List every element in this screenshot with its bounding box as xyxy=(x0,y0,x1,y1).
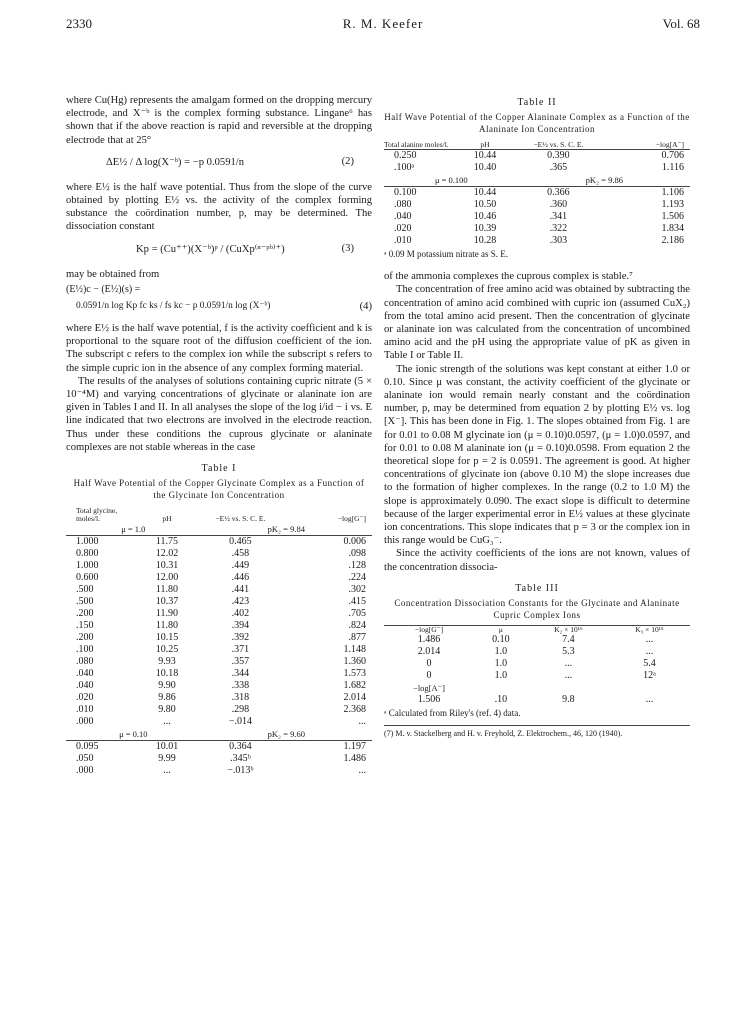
table-cell: 11.75 xyxy=(155,536,179,548)
table-cell: .365 xyxy=(549,162,568,174)
table-cell: .010 xyxy=(76,704,94,716)
table-cell: 1.486 xyxy=(417,634,441,646)
paragraph: where Cu(Hg) represents the amalgam formed on the dropping mercury electrode, and X⁻ᵇ is the complex forming substance. Lingane⁶ has shown that if the above reaction is rapid and reversible at the dropping electrode that at 25° xyxy=(66,95,372,146)
table-cell: .392 xyxy=(231,632,250,644)
table-header-row xyxy=(66,507,372,523)
table-cell: 0.465 xyxy=(229,536,252,548)
table-row xyxy=(66,560,372,572)
table-row xyxy=(384,646,690,658)
table-cell: .402 xyxy=(231,608,250,620)
table-cell: 5.3 xyxy=(562,646,575,658)
table-1-caption: Half Wave Potential of the Copper Glycinate Complex as a Function of the Glycinate Ion Concentration xyxy=(73,478,365,501)
table-cell: 9.80 xyxy=(158,704,176,716)
table-group-row xyxy=(66,728,372,741)
table-cell: .303 xyxy=(549,235,568,247)
ionic-strength-label: μ = 0.100 xyxy=(434,175,468,186)
table-cell: .500 xyxy=(76,584,94,596)
column-header: Total alanine moles/l. xyxy=(384,140,449,150)
table-row xyxy=(384,223,690,235)
table-cell: .318 xyxy=(231,692,250,704)
pk-label: pK₂ = 9.84 xyxy=(267,524,305,535)
column-header: pH xyxy=(162,514,172,524)
table-cell: ... xyxy=(564,658,573,670)
equation-3 xyxy=(66,234,372,268)
table-2-caption: Half Wave Potential of the Copper Alaninate Complex as a Function of the Alaninate Ion Concentration xyxy=(384,112,690,135)
table-cell: .344 xyxy=(231,668,250,680)
table-cell: 1.148 xyxy=(343,644,366,656)
table-cell: 12.02 xyxy=(155,548,179,560)
table-cell: .360 xyxy=(549,199,568,211)
table-cell: 10.28 xyxy=(473,235,497,247)
table-cell: .010 xyxy=(394,235,412,247)
sub-header: −log[A⁻] xyxy=(413,683,445,694)
table-cell: 1.506 xyxy=(661,211,684,223)
table-cell: .200 xyxy=(76,608,94,620)
table-row xyxy=(384,187,690,200)
page-number: 2330 xyxy=(66,16,92,31)
table-cell: .371 xyxy=(231,644,250,656)
table-cell: 1.0 xyxy=(494,670,508,682)
ionic-strength-label: μ = 1.0 xyxy=(121,524,146,535)
table-row xyxy=(384,150,690,163)
table-cell: 1.834 xyxy=(661,223,684,235)
table-cell: 9.99 xyxy=(158,753,176,765)
equation-number: (2) xyxy=(341,155,354,167)
paragraph: Since the activity coefficients of the ions are not known, values of the concentration dissocia- xyxy=(384,548,690,573)
table-2-footnote: ᵃ 0.09 M potassium nitrate as S. E. xyxy=(384,249,508,260)
table-cell: .150 xyxy=(76,620,94,632)
table-cell: 1.193 xyxy=(661,199,684,211)
table-subheader-row xyxy=(384,682,690,694)
table-cell: .415 xyxy=(348,596,366,608)
table-cell: 10.18 xyxy=(155,668,179,680)
table-group-row xyxy=(384,174,690,187)
table-row xyxy=(384,235,690,247)
table-cell: .446 xyxy=(231,572,250,584)
table-cell: 9.8 xyxy=(562,694,575,706)
equation-number: (4) xyxy=(359,301,372,313)
table-cell: 1.0 xyxy=(494,646,508,658)
table-cell: ... xyxy=(645,634,654,646)
page-header xyxy=(66,16,700,46)
table-cell: 1.486 xyxy=(343,753,366,765)
table-cell: .322 xyxy=(549,223,568,235)
table-cell: 0.095 xyxy=(76,741,99,753)
table-1-title: Table I xyxy=(201,463,237,475)
table-cell: .449 xyxy=(231,560,250,572)
table-cell: 10.31 xyxy=(155,560,179,572)
table-group-row xyxy=(66,523,372,536)
table-cell: ... xyxy=(163,716,171,728)
table-cell: .200 xyxy=(76,632,94,644)
table-row xyxy=(66,572,372,584)
table-cell: .040 xyxy=(76,680,94,692)
table-row xyxy=(66,620,372,632)
table-row xyxy=(384,199,690,211)
table-cell: 1.106 xyxy=(661,187,684,199)
table-row xyxy=(66,596,372,608)
table-cell: .705 xyxy=(348,608,366,620)
column-header: −log[A⁻] xyxy=(655,140,684,150)
table-cell: 10.37 xyxy=(155,596,179,608)
table-cell: .050 xyxy=(76,753,94,765)
table-cell: 1.000 xyxy=(76,536,99,548)
table-cell: .394 xyxy=(231,620,250,632)
reference-footnote: (7) M. v. Stackelberg and H. v. Freyhold, Z. Elektrochem., 46, 120 (1940). xyxy=(384,725,690,739)
column-header: K₂ × 10¹⁶ xyxy=(554,625,583,635)
table-row xyxy=(66,632,372,644)
table-cell: 2.014 xyxy=(417,646,441,658)
table-cell: 12ᵃ xyxy=(643,670,656,682)
equation-4 xyxy=(66,296,372,322)
table-cell: .040 xyxy=(76,668,94,680)
table-row xyxy=(66,692,372,704)
table-row xyxy=(66,548,372,560)
paragraph: where E½ is the half wave potential. Thus from the slope of the curve obtained by plotting E½ vs. the activity of the complex forming substance the coördination number, p, may be determined. The dissociation constant xyxy=(66,181,372,233)
table-cell: 10.25 xyxy=(155,644,179,656)
table-3-title: Table III xyxy=(515,582,559,594)
table-cell: 2.368 xyxy=(343,704,366,716)
table-cell: ... xyxy=(358,716,366,728)
table-cell: 0.250 xyxy=(394,150,417,162)
table-header-row xyxy=(384,141,690,150)
table-row xyxy=(66,741,372,754)
table-cell: 1.197 xyxy=(343,741,366,753)
table-cell: .224 xyxy=(348,572,366,584)
equation-body: 0.0591/n log Kp fc ks / fs kc − p 0.0591/n log (X⁻ᵇ) xyxy=(76,301,271,312)
table-cell: 1.506 xyxy=(417,694,441,706)
table-cell: 11.80 xyxy=(155,620,179,632)
table-cell: 2.014 xyxy=(343,692,366,704)
table-cell: 1.682 xyxy=(343,680,366,692)
table-2-title: Table II xyxy=(517,97,557,108)
table-cell: 11.80 xyxy=(155,584,179,596)
column-header: μ xyxy=(498,625,503,635)
table-cell: 0.006 xyxy=(343,536,366,548)
table-row xyxy=(66,765,372,777)
table-cell: .040 xyxy=(394,211,412,223)
volume-label: Vol. 68 xyxy=(662,16,700,31)
table-cell: ... xyxy=(163,765,171,777)
column-header: K₃ × 10¹⁵ xyxy=(635,625,664,635)
table-2-body xyxy=(384,150,690,175)
table-cell: .020 xyxy=(76,692,94,704)
pk-label: pK₂ = 9.60 xyxy=(267,729,305,740)
table-2 xyxy=(384,141,690,247)
table-cell: 10.50 xyxy=(473,199,497,211)
table-cell: 0.390 xyxy=(547,150,570,162)
table-1-body xyxy=(66,536,372,729)
table-cell: .345ᵇ xyxy=(230,753,251,765)
table-cell: 1.573 xyxy=(343,668,366,680)
table-cell: .298 xyxy=(231,704,250,716)
table-cell: 9.93 xyxy=(158,656,176,668)
table-1-body xyxy=(66,741,372,778)
paragraph: The ionic strength of the solutions was kept constant at either 1.0 or 0.10. Since μ was constant, the activity coefficient of the glycinate or alaninate ion would remain nearly constant and the coördination number, p, may be determined from equation 2 by plotting E½ vs. log [X⁻]. This has been done in Fig. 1. The slopes obtained from Fig. 1 are for 0.01 to 0.08 M glycinate ion (μ = 0.10)0.0597, (μ = 1.0)0.0597, and for 0.01 to 0.08 M alaninate ion (μ = 0.10)0.0598. From equation 2 the theoretical slope for p = 2 is 0.0591. The agreement is good. At higher concentrations of glycinate ion (above 0.10 M) the slope increases due to the formation of higher complexes. In the range (0.2 to 1.0 M) the slope is approximately 0.090. The exact slope is difficult to determine because of the larger experimental error in E½ values at these glycinate ion concentrations. This slope indicates that p = 3 or the complex ion in this range would be CuG₃⁻. xyxy=(384,363,690,547)
table-cell: .357 xyxy=(231,656,250,668)
pk-label: pK₂ = 9.86 xyxy=(585,175,623,186)
table-cell: 7.4 xyxy=(562,634,575,646)
table-cell: 0.800 xyxy=(76,548,99,560)
table-cell: 9.90 xyxy=(158,680,176,692)
equation-body: ΔE½ / Δ log(X⁻ᵇ) = −p 0.0591/n xyxy=(106,156,245,168)
table-row xyxy=(384,162,690,174)
table-cell: 0.10 xyxy=(492,634,510,646)
table-cell: ... xyxy=(645,694,654,706)
table-cell: .100 xyxy=(76,644,94,656)
table-cell: .423 xyxy=(231,596,250,608)
table-cell: ... xyxy=(358,765,366,777)
table-cell: ... xyxy=(564,670,573,682)
table-cell: −.013ᵇ xyxy=(227,765,254,777)
table-row xyxy=(66,608,372,620)
paragraph: where E½ is the half wave potential, f is the activity coefficient and k is proportional to the square root of the diffusion coefficient of the ion. The subscript c refers to the complex ion while the subscript s refers to the simple cupric ion in the absence of any complex forming material. xyxy=(66,323,372,374)
table-row xyxy=(384,634,690,646)
column-header: −E½ vs. S. C. E. xyxy=(533,140,584,150)
table-row xyxy=(384,694,690,706)
table-cell: 10.46 xyxy=(473,211,497,223)
table-3-caption: Concentration Dissociation Constants for the Glycinate and Alaninate Cupric Complex Ions xyxy=(394,598,680,621)
table-cell: 0.366 xyxy=(547,187,570,199)
paragraph: may be obtained from xyxy=(66,268,160,280)
table-row xyxy=(66,668,372,680)
table-row xyxy=(66,656,372,668)
table-cell: .824 xyxy=(348,620,366,632)
table-row xyxy=(66,716,372,728)
table-cell: .100ᵃ xyxy=(394,162,415,174)
table-row xyxy=(66,704,372,716)
table-cell: 0.600 xyxy=(76,572,99,584)
table-cell: 2.186 xyxy=(661,235,684,247)
table-3-body xyxy=(384,694,690,706)
table-row xyxy=(66,680,372,692)
paragraph: The results of the analyses of solutions containing cupric nitrate (5 × 10⁻⁴M) and varying concentrations of glycinate or alaninate ion are given in Tables I and II. In all analyses the slope of the log i/id − i vs. E line indicated that two electrons are involved in the electrode reaction. Thus under these conditions the cuprous glycinate or alaninate complexes are not stable whereas in the case xyxy=(66,375,372,453)
table-cell: 0 xyxy=(426,670,432,682)
table-3-footnote: ᵃ Calculated from Riley's (ref. 4) data. xyxy=(384,708,521,719)
table-row xyxy=(384,670,690,682)
table-cell: .302 xyxy=(348,584,366,596)
table-cell: .10 xyxy=(494,694,508,706)
table-cell: .098 xyxy=(348,548,366,560)
table-cell: 10.39 xyxy=(473,223,497,235)
table-cell: −.014 xyxy=(228,716,252,728)
table-cell: .080 xyxy=(394,199,412,211)
table-cell: 11.90 xyxy=(155,608,179,620)
column-header: pH xyxy=(480,140,490,150)
table-cell: 0.100 xyxy=(394,187,417,199)
right-column xyxy=(384,96,690,739)
table-cell: .458 xyxy=(231,548,250,560)
equation-4-lhs: (E½)c − (E½)(s) = xyxy=(66,283,141,295)
table-cell: 12.00 xyxy=(155,572,179,584)
paragraph: The concentration of free amino acid was obtained by subtracting the concentration of amino acid combined with cupric ion (assumed CuX₂) from the total amino acid present. Then the concentration of glycinate or alaninate ion was calculated from the concentration of uncombined amino acid and the pH using the appropriate value of pK as given in Table I or Table II. xyxy=(384,284,690,362)
table-3 xyxy=(384,625,690,706)
table-cell: 10.44 xyxy=(473,187,497,199)
table-cell: 9.86 xyxy=(158,692,176,704)
table-cell: .877 xyxy=(348,632,366,644)
table-cell: .441 xyxy=(231,584,250,596)
table-cell: .341 xyxy=(549,211,568,223)
equation-2 xyxy=(66,147,372,181)
table-cell: .000 xyxy=(76,765,94,777)
table-cell: .020 xyxy=(394,223,412,235)
table-cell: 5.4 xyxy=(643,658,656,670)
table-cell: ... xyxy=(645,646,654,658)
column-header: Total glycine, moles/l. xyxy=(76,506,118,524)
table-row xyxy=(66,584,372,596)
table-cell: .128 xyxy=(348,560,366,572)
table-cell: 10.01 xyxy=(155,741,179,753)
table-cell: .000 xyxy=(76,716,94,728)
table-cell: 1.360 xyxy=(343,656,366,668)
paragraph: of the ammonia complexes the cuprous complex is stable.⁷ xyxy=(384,271,633,283)
table-cell: .080 xyxy=(76,656,94,668)
running-author: R. M. Keefer xyxy=(342,16,424,31)
table-row xyxy=(66,536,372,549)
table-row xyxy=(66,644,372,656)
table-cell: 0 xyxy=(426,658,432,670)
table-row xyxy=(66,753,372,765)
table-2-body xyxy=(384,187,690,248)
table-row xyxy=(384,658,690,670)
table-1 xyxy=(66,507,372,777)
column-header: −log[G⁻] xyxy=(337,514,366,524)
equation-number: (3) xyxy=(341,242,354,254)
equation-body: Kp = (Cu⁺⁺)(X⁻ᵇ)ᵖ / (CuXp⁽ⁿ⁻ᵖᵇ⁾⁺) xyxy=(136,243,285,255)
ionic-strength-label: μ = 0.10 xyxy=(119,729,148,740)
left-column xyxy=(66,94,372,777)
table-cell: .500 xyxy=(76,596,94,608)
table-3-body xyxy=(384,634,690,682)
column-header: −E½ vs. S. C. E. xyxy=(215,514,266,524)
table-cell: .338 xyxy=(231,680,250,692)
table-cell: 10.15 xyxy=(155,632,179,644)
table-cell: 1.0 xyxy=(494,658,508,670)
table-cell: 0.364 xyxy=(229,741,252,753)
table-cell: 1.000 xyxy=(76,560,99,572)
table-cell: 10.40 xyxy=(473,162,497,174)
table-header-row xyxy=(384,626,690,635)
column-header: −log[G⁻] xyxy=(414,625,444,635)
table-cell: 10.44 xyxy=(473,150,497,162)
table-row xyxy=(384,211,690,223)
table-cell: 1.116 xyxy=(661,162,684,174)
table-cell: 0.706 xyxy=(661,150,684,162)
